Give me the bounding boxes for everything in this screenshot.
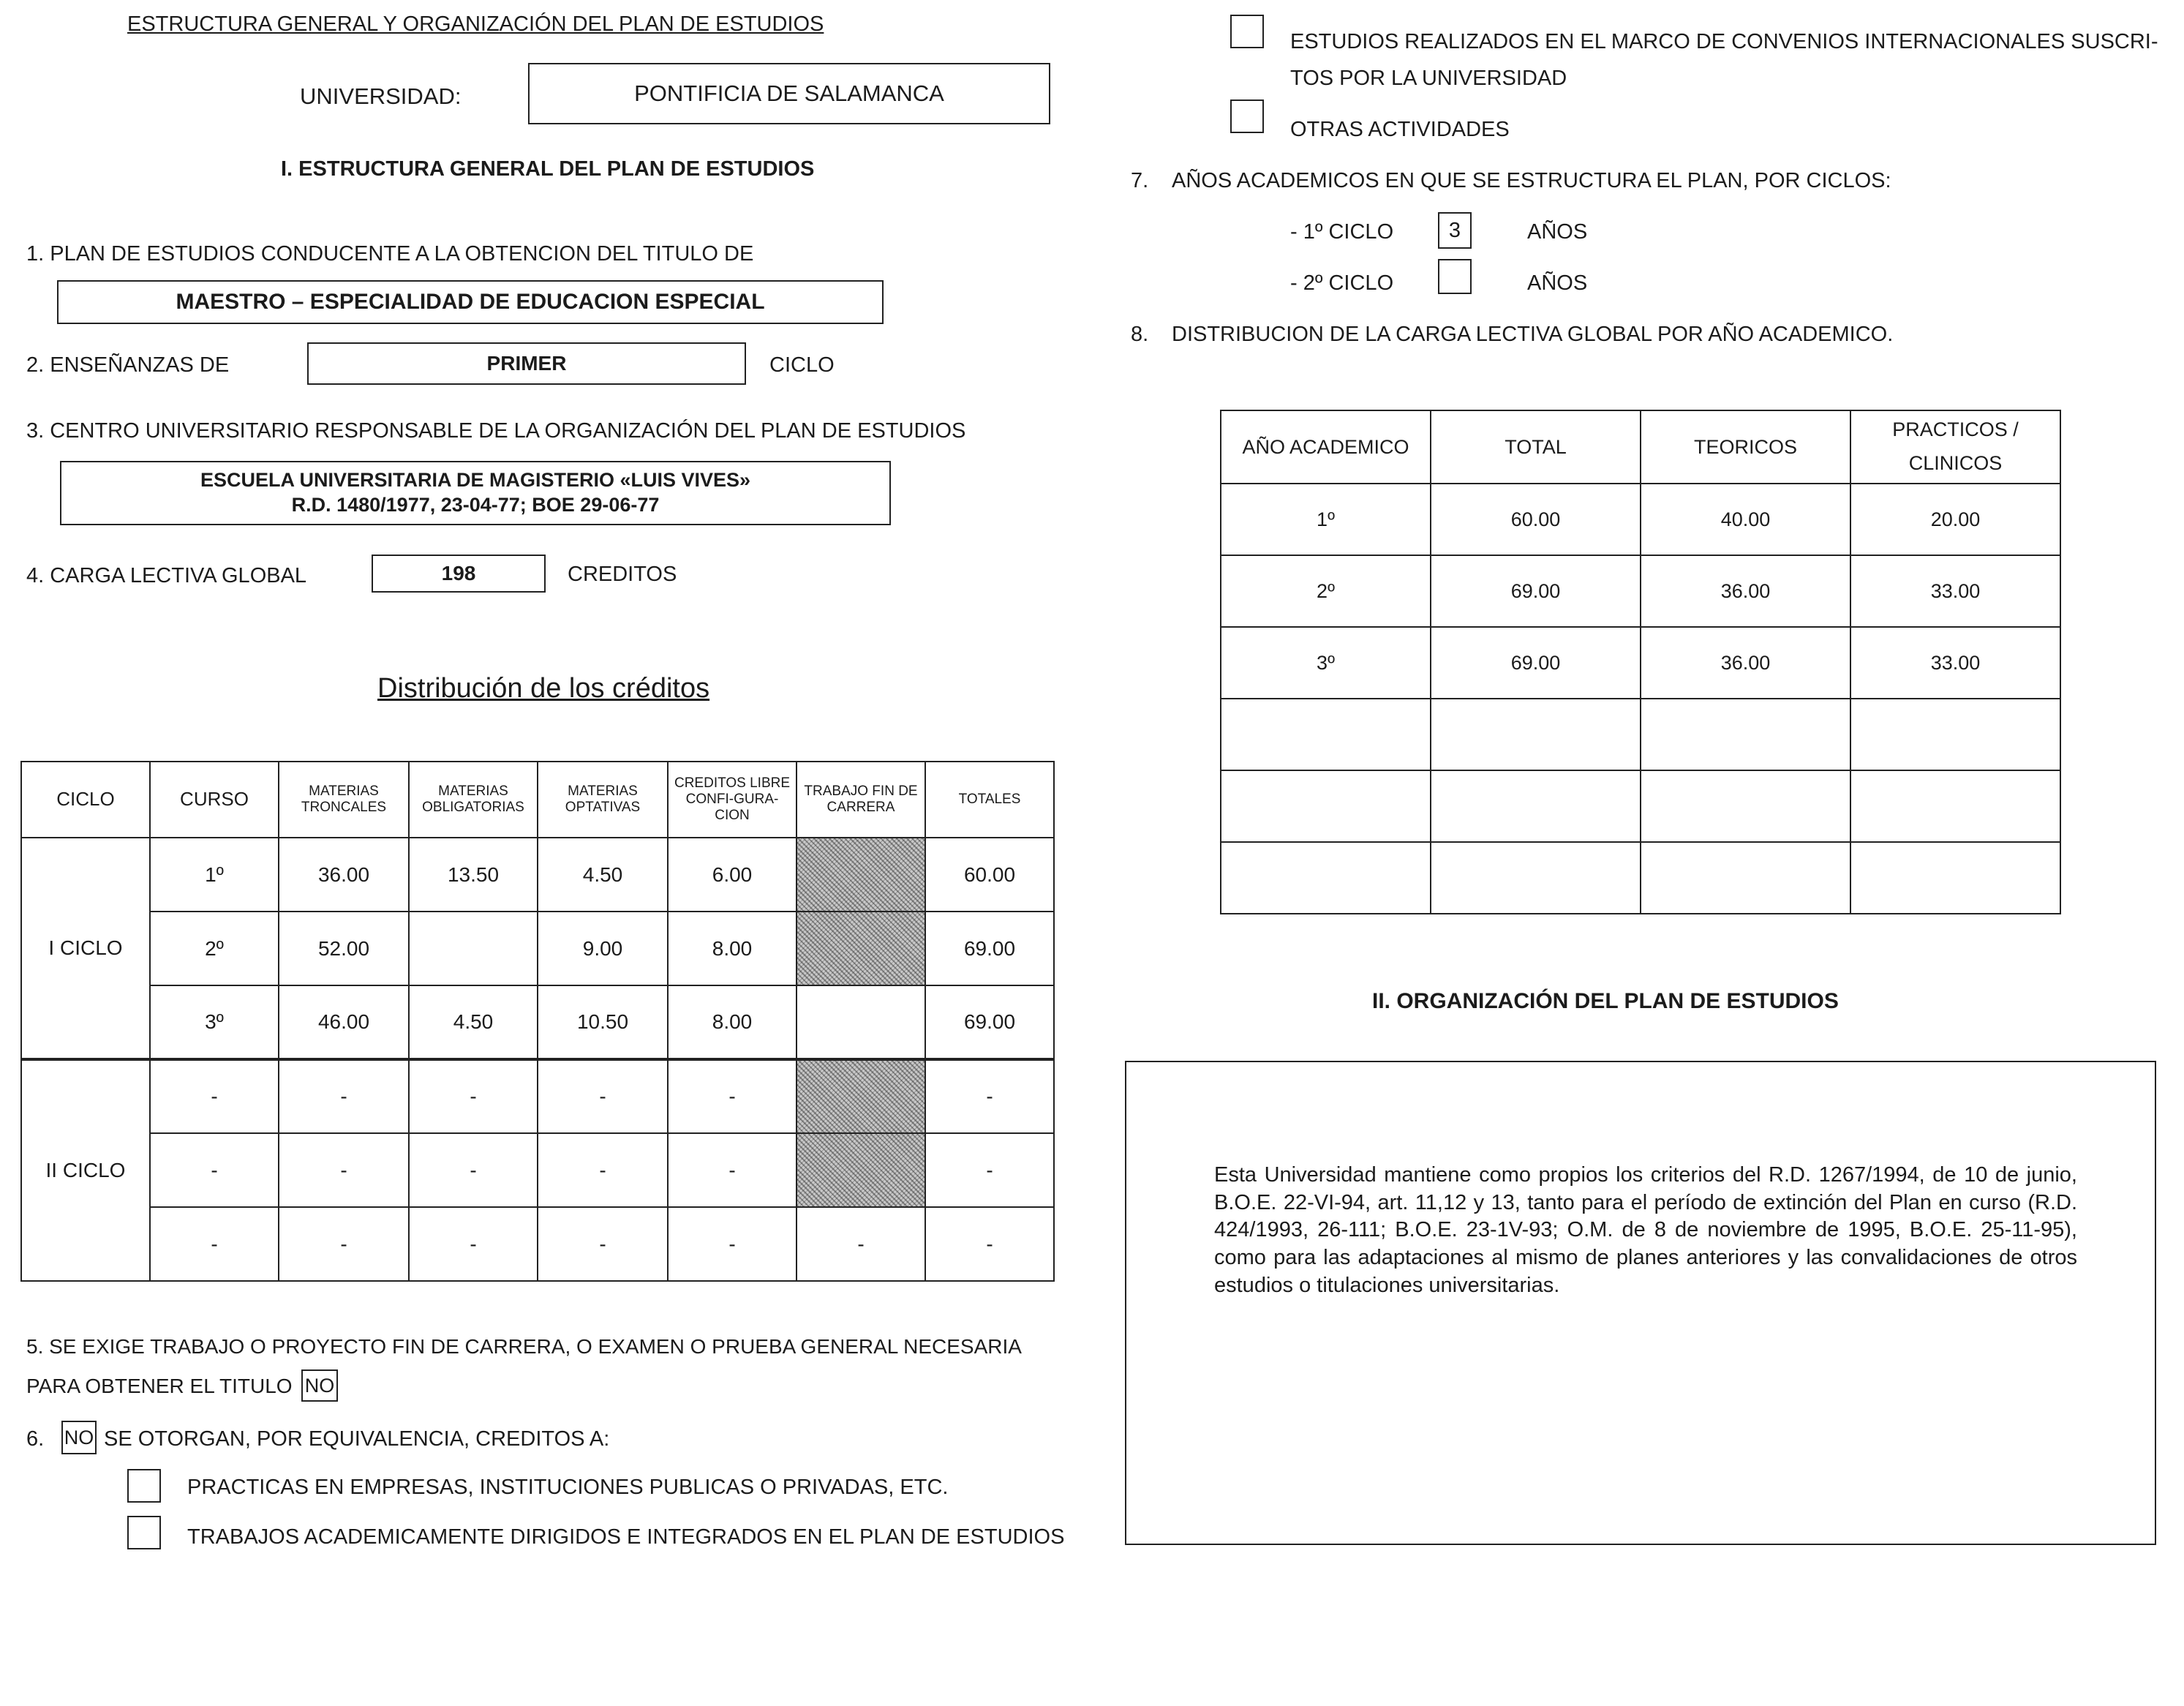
ciclo-2-unit: AÑOS bbox=[1527, 271, 1588, 295]
shaded-cell bbox=[797, 838, 925, 912]
col-header-practicos: PRACTICOS / CLINICOS bbox=[1850, 410, 2060, 484]
cell: - bbox=[668, 1059, 797, 1133]
cell: 46.00 bbox=[279, 985, 409, 1059]
cell: - bbox=[668, 1133, 797, 1207]
cell: 36.00 bbox=[1641, 555, 1850, 627]
ciclo-2-cell: II CICLO bbox=[21, 1059, 150, 1281]
item-5-line-2: PARA OBTENER EL TITULO bbox=[26, 1375, 293, 1397]
cell: 20.00 bbox=[1850, 484, 2060, 555]
item-7-label: AÑOS ACADEMICOS EN QUE SE ESTRUCTURA EL PLAN, POR CICLOS: bbox=[1172, 169, 1891, 192]
col-header-troncales: MATERIAS TRONCALES bbox=[279, 762, 409, 838]
cell: - bbox=[150, 1059, 279, 1133]
col-header-teoricos: TEORICOS bbox=[1641, 410, 1850, 484]
cell: 4.50 bbox=[538, 838, 668, 912]
cell: 1º bbox=[1221, 484, 1431, 555]
col-header-curso: CURSO bbox=[150, 762, 279, 838]
shaded-cell bbox=[797, 912, 925, 985]
cell bbox=[1431, 770, 1641, 842]
col-header-ciclo: CICLO bbox=[21, 762, 150, 838]
otras-actividades-checkbox[interactable] bbox=[1230, 99, 1264, 133]
ciclo-2-label: - 2º CICLO bbox=[1290, 271, 1394, 295]
item-5-answer-box: NO bbox=[301, 1369, 338, 1402]
centro-line-2: R.D. 1480/1977, 23-04-77; BOE 29-06-77 bbox=[291, 494, 660, 516]
cell: 33.00 bbox=[1850, 555, 2060, 627]
cell: - bbox=[538, 1133, 668, 1207]
cell: 6.00 bbox=[668, 838, 797, 912]
ensenanzas-field: PRIMER bbox=[307, 342, 746, 385]
item-1-label: 1. PLAN DE ESTUDIOS CONDUCENTE A LA OBTENCION DEL TITULO DE bbox=[26, 242, 754, 266]
table-row bbox=[1221, 627, 2060, 699]
credits-table bbox=[20, 761, 1055, 1282]
centro-field bbox=[60, 461, 891, 525]
trabajos-label: TRABAJOS ACADEMICAMENTE DIRIGIDOS E INTEGRADOS EN EL PLAN DE ESTUDIOS bbox=[187, 1525, 1065, 1549]
table-row bbox=[1221, 555, 2060, 627]
item-6-number: 6. bbox=[26, 1427, 45, 1451]
table-row bbox=[21, 985, 1054, 1059]
annual-load-table bbox=[1220, 410, 2061, 914]
cell: - bbox=[409, 1059, 538, 1133]
item-2-label: 2. ENSEÑANZAS DE bbox=[26, 353, 230, 377]
table-row bbox=[1221, 842, 2060, 914]
cell bbox=[1850, 770, 2060, 842]
page-header: ESTRUCTURA GENERAL Y ORGANIZACIÓN DEL PLAN DE ESTUDIOS bbox=[127, 12, 824, 36]
cell: 69.00 bbox=[1431, 555, 1641, 627]
table-row bbox=[1221, 770, 2060, 842]
titulo-field: MAESTRO – ESPECIALIDAD DE EDUCACION ESPECIAL bbox=[57, 280, 884, 324]
cell: 3º bbox=[1221, 627, 1431, 699]
organization-box bbox=[1125, 1061, 2156, 1545]
cell: 9.00 bbox=[538, 912, 668, 985]
cell: 60.00 bbox=[1431, 484, 1641, 555]
ciclo-1-unit: AÑOS bbox=[1527, 220, 1588, 244]
cell: 52.00 bbox=[279, 912, 409, 985]
cell: 1º bbox=[150, 838, 279, 912]
cell: 36.00 bbox=[279, 838, 409, 912]
item-3-label: 3. CENTRO UNIVERSITARIO RESPONSABLE DE LA ORGANIZACIÓN DEL PLAN DE ESTUDIOS bbox=[26, 419, 966, 443]
organization-text: Esta Universidad mantiene como propios los criterios del R.D. 1267/1994, de 10 de junio, B.O.E. 22-VI-94, art. 11,12 y 13, tanto para el período de extinción del Plan en curso (R.D. 424/1993, 26-111; B.O.E. 23-1V-93; O.M. de 8 de noviembre de 1995, B.O.E. 25-11-95), como para las adaptaciones al mismo de planes anteriores y las convalidaciones de otros estudios o titulaciones universitarias. bbox=[1214, 1163, 2077, 1297]
ciclo-2-years-box bbox=[1438, 259, 1472, 294]
cell bbox=[1641, 842, 1850, 914]
practicas-label: PRACTICAS EN EMPRESAS, INSTITUCIONES PUBLICAS O PRIVADAS, ETC. bbox=[187, 1476, 949, 1499]
cell: 60.00 bbox=[925, 838, 1054, 912]
cell bbox=[1431, 842, 1641, 914]
col-header-obligatorias: MATERIAS OBLIGATORIAS bbox=[409, 762, 538, 838]
cell: 33.00 bbox=[1850, 627, 2060, 699]
cell: - bbox=[668, 1207, 797, 1281]
table-row bbox=[21, 1133, 1054, 1207]
cell: 2º bbox=[1221, 555, 1431, 627]
col-header-ano-academico: AÑO ACADEMICO bbox=[1221, 410, 1431, 484]
cell: - bbox=[538, 1207, 668, 1281]
carga-field: 198 bbox=[372, 555, 546, 593]
cell: - bbox=[925, 1133, 1054, 1207]
cell bbox=[1850, 699, 2060, 770]
section-1-title: I. ESTRUCTURA GENERAL DEL PLAN DE ESTUDIOS bbox=[281, 157, 815, 181]
cell: 69.00 bbox=[925, 912, 1054, 985]
cell: - bbox=[150, 1207, 279, 1281]
cell: - bbox=[925, 1059, 1054, 1133]
section-2-title: II. ORGANIZACIÓN DEL PLAN DE ESTUDIOS bbox=[1372, 989, 1839, 1013]
centro-line-1: ESCUELA UNIVERSITARIA DE MAGISTERIO «LUIS VIVES» bbox=[200, 469, 751, 492]
col-header-totales: TOTALES bbox=[925, 762, 1054, 838]
cell: 13.50 bbox=[409, 838, 538, 912]
cell: - bbox=[925, 1207, 1054, 1281]
ciclo-1-cell: I CICLO bbox=[21, 838, 150, 1059]
cell bbox=[409, 912, 538, 985]
convenios-label-line-1: ESTUDIOS REALIZADOS EN EL MARCO DE CONVENIOS INTERNACIONALES SUSCRI- bbox=[1290, 30, 2158, 53]
universidad-label: UNIVERSIDAD: bbox=[300, 83, 462, 109]
distribution-title: Distribución de los créditos bbox=[377, 673, 710, 704]
cell: - bbox=[409, 1133, 538, 1207]
cell: - bbox=[279, 1207, 409, 1281]
cell: 4.50 bbox=[409, 985, 538, 1059]
item-8-label: DISTRIBUCION DE LA CARGA LECTIVA GLOBAL POR AÑO ACADEMICO. bbox=[1172, 323, 1894, 346]
table-row bbox=[21, 838, 1054, 912]
item-7-number: 7. bbox=[1131, 169, 1149, 192]
universidad-field: PONTIFICIA DE SALAMANCA bbox=[528, 63, 1050, 124]
cell bbox=[1641, 699, 1850, 770]
item-6-label: SE OTORGAN, POR EQUIVALENCIA, CREDITOS A: bbox=[104, 1427, 610, 1451]
ciclo-1-label: - 1º CICLO bbox=[1290, 220, 1394, 244]
cell: 69.00 bbox=[925, 985, 1054, 1059]
cell: - bbox=[150, 1133, 279, 1207]
table-row bbox=[1221, 484, 2060, 555]
cell: - bbox=[279, 1059, 409, 1133]
cell: 8.00 bbox=[668, 912, 797, 985]
col-header-total: TOTAL bbox=[1431, 410, 1641, 484]
col-header-optativas: MATERIAS OPTATIVAS bbox=[538, 762, 668, 838]
cell bbox=[1221, 699, 1431, 770]
cell: - bbox=[279, 1133, 409, 1207]
ciclo-1-years-box: 3 bbox=[1438, 212, 1472, 249]
cell bbox=[1221, 842, 1431, 914]
item-5-line-1: 5. SE EXIGE TRABAJO O PROYECTO FIN DE CARRERA, O EXAMEN O PRUEBA GENERAL NECESARIA bbox=[26, 1335, 1022, 1358]
item-6-answer-box: NO bbox=[61, 1421, 97, 1454]
convenios-label-line-2: TOS POR LA UNIVERSIDAD bbox=[1290, 67, 1567, 90]
shaded-cell bbox=[797, 1133, 925, 1207]
table-row bbox=[1221, 699, 2060, 770]
cell: 69.00 bbox=[1431, 627, 1641, 699]
cell: - bbox=[797, 1207, 925, 1281]
convenios-checkbox[interactable] bbox=[1230, 15, 1264, 48]
cell: 8.00 bbox=[668, 985, 797, 1059]
cell: 36.00 bbox=[1641, 627, 1850, 699]
cell: - bbox=[538, 1059, 668, 1133]
cell: 10.50 bbox=[538, 985, 668, 1059]
item-8-number: 8. bbox=[1131, 323, 1149, 346]
item-4-label: 4. CARGA LECTIVA GLOBAL bbox=[26, 564, 307, 587]
trabajos-checkbox[interactable] bbox=[127, 1516, 161, 1549]
table-row bbox=[21, 912, 1054, 985]
table-row bbox=[21, 1059, 1054, 1133]
shaded-cell bbox=[797, 1059, 925, 1133]
cell: 3º bbox=[150, 985, 279, 1059]
cell: 40.00 bbox=[1641, 484, 1850, 555]
col-header-trabajo-fin: TRABAJO FIN DE CARRERA bbox=[797, 762, 925, 838]
item-4-suffix: CREDITOS bbox=[568, 563, 677, 586]
col-header-libre-configuracion: CREDITOS LIBRE CONFI-GURA-CION bbox=[668, 762, 797, 838]
table-row bbox=[21, 1207, 1054, 1281]
cell: - bbox=[409, 1207, 538, 1281]
cell bbox=[1641, 770, 1850, 842]
cell bbox=[797, 985, 925, 1059]
cell bbox=[1221, 770, 1431, 842]
cell: 2º bbox=[150, 912, 279, 985]
cell bbox=[1431, 699, 1641, 770]
otras-actividades-label: OTRAS ACTIVIDADES bbox=[1290, 118, 1510, 141]
cell bbox=[1850, 842, 2060, 914]
item-2-suffix: CICLO bbox=[769, 353, 835, 377]
practicas-checkbox[interactable] bbox=[127, 1469, 161, 1503]
